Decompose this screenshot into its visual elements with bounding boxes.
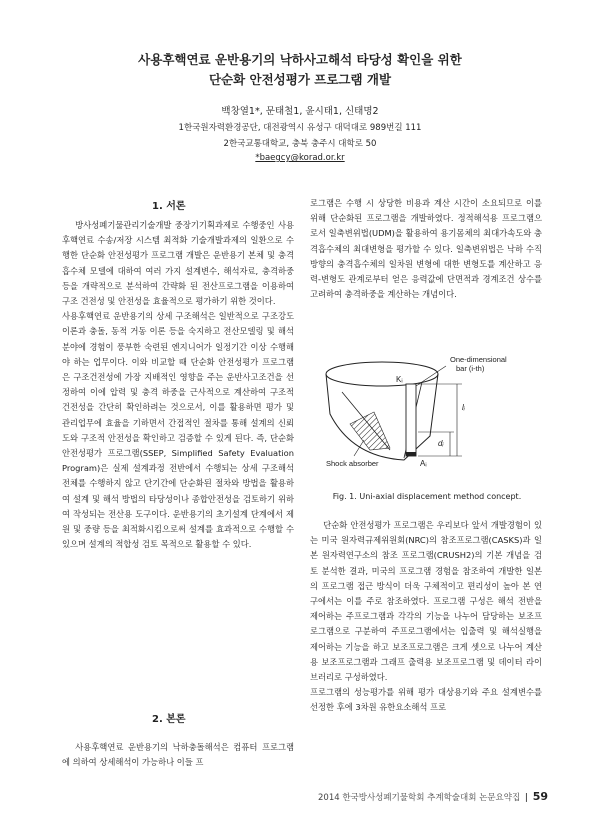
- section-2-heading: 2. 본론: [152, 714, 186, 725]
- footer-separator: |: [524, 793, 528, 803]
- label-bar: One-dimensional: [450, 355, 507, 364]
- paper-title-line1: 사용후핵연료 운반용기의 낙하사고해석 타당성 확인을 위한: [138, 52, 462, 67]
- label-li: lᵢ: [462, 403, 465, 412]
- label-bar-2: bar (i-th): [456, 364, 485, 373]
- paper-title-line2: 단순화 안전성평가 프로그램 개발: [208, 72, 392, 87]
- email-link[interactable]: *baegcy@korad.or.kr: [255, 153, 345, 163]
- right-column-top: [310, 196, 542, 302]
- section-2-body: [62, 740, 294, 770]
- label-di: dᵢ: [438, 439, 444, 448]
- left-column-body: [62, 218, 294, 552]
- page-footer: [318, 790, 548, 803]
- page-number: 59: [532, 790, 548, 803]
- figure-1-diagram: [312, 352, 542, 470]
- label-ki: Kᵢ: [396, 375, 403, 384]
- section-2-paragraph-1: 사용후핵연료 운반용기의 낙하충돌해석은 컴퓨터 프로그램에 의하여 상세해석이 가능하나 이들 프: [62, 742, 294, 768]
- footer-proceedings: 2014 한국방사성폐기물학회 추계학술대회 논문요약집: [318, 793, 521, 803]
- right-column-bottom: [310, 518, 542, 716]
- affiliation-1: 1한국원자력환경공단, 대전광역시 유성구 대덕대로 989번길 111: [178, 123, 422, 133]
- authors: 백창열1*, 문태철1, 윤시태1, 신태명2: [221, 106, 379, 117]
- section-1-paragraph-2: 사용후핵연료 운반용기의 상세 구조해석은 일반적으로 구조강도 이론과 충돌, 동적 거동 이론 등을 숙지하고 전산모델링 및 해석분야에 경험이 풍부한 숙련된 엔지니어가 일정기간 이상 수행해야 하는 업무이다. 이와 비교할 때 단순화 안전성평가 프로그램은 구조건전성에 가장 지배적인 영향을 주는 운반사고조건을 선정하여 이에 압력 및 충격 하중을 근사적으로 계산하여 구조적 건전성을 간단히 확인하려는 것으로서, 이를 활용하면 평가 및 관리업무에 효율을 기하면서 간접적인 절차를 통해 설계의 신뢰도와 구조적 안전성을 확인하고 검증할 수 있게 된다. 즉, 단순화 안전성평가 프로그램(SSEP, Simplified Safety Evaluation Program)은 실제 설계과정 전반에서 수행되는 상세 구조해석 전체를 수행하지 않고 단기간에 단순화된 절차와 방법을 활용하여 설계 및 해석 방법의 타당성이나 종합안전성을 검토하기 위하여 작성되는 전산용 도구이다. 운반용기의 초기설계 단계에서 제원 및 중량 등을 최적화시킴으로써 설계를 효과적으로 수행할 수 있으며 설계의 적합성 검토 목적으로 활용할 수 있다.: [62, 311, 294, 550]
- bar-tip: [406, 452, 416, 456]
- right-paragraph-2: 단순화 안전성평가 프로그램은 우리보다 앞서 개발경험이 있는 미국 원자력규제위원회(NRC)의 참조프로그램(CASKS)과 일본 원자력연구소의 참조 프로그램(CRUSH2)의 기본 개념을 검토 분석한 결과, 미국의 프로그램 경험을 참조하여 개발한 일본의 프로그램 접근 방식이 더욱 구체적이고 편리성이 높아 본 연구에서는 이를 주로 참조하였다. 프로그램 구성은 해석 전반을 제어하는 주프로그램과 각각의 기능을 나누어 담당하는 보조프로그램으로 구분하여 주프로그램에서는 입출력 및 해석실행을 제어하는 기능을 하고 보조프로그램은 크게 셋으로 나누어 계산용 보조프로그램과 그래프 출력용 보조프로그램 및 데이터 라이브러리로 구성하였다.: [310, 520, 542, 683]
- affiliation-2: 2한국교통대학교, 충북 충주시 대학로 50: [223, 139, 377, 149]
- section-1-heading: 1. 서론: [152, 201, 186, 212]
- label-shock-absorber: Shock absorber: [326, 459, 379, 468]
- label-ai: Aᵢ: [420, 459, 427, 468]
- one-dimensional-bar: [406, 384, 416, 456]
- right-paragraph-3: 프로그램의 성능평가를 위해 평가 대상용기와 주요 설계변수를 선정한 후에 3차원 유한요소해석 프로: [310, 687, 542, 713]
- section-1-paragraph-1: 방사성폐기물관리기술개발 중장기기획과제로 수행중인 사용후핵연료 수송/저장 시스템 최적화 기술개발과제의 일환으로 수행한 단순화 안전성평가 프로그램 개발은 운반용기 본체 및 충격흡수체 모델에 대하여 여러 가지 설계변수, 해석자료, 충격하중 등을 개략적으로 분석하여 간략화 된 전산프로그램을 이용하여 구조 건전성 및 안전성을 효율적으로 평가하기 위한 것이다.: [62, 220, 294, 307]
- right-paragraph-1: 로그램은 수행 시 상당한 비용과 계산 시간이 소요되므로 이를 위해 단순화된 프로그램을 개발하였다. 정적해석용 프로그램으로서 일축변위법(UDM)을 활용하여 용기몸체의 최대가속도와 충격흡수체의 최대변형을 평가할 수 있다. 일축변위법은 낙하 수직방향의 충격흡수체의 일차원 변형에 대한 변형도를 계산하고 응력-변형도 관계로부터 얻은 응력값에 단면적과 경계조건 상수를 고려하여 충격하중을 계산하는 개념이다.: [310, 198, 542, 300]
- figure-1-caption: Fig. 1. Uni-axial displacement method concept.: [332, 492, 522, 501]
